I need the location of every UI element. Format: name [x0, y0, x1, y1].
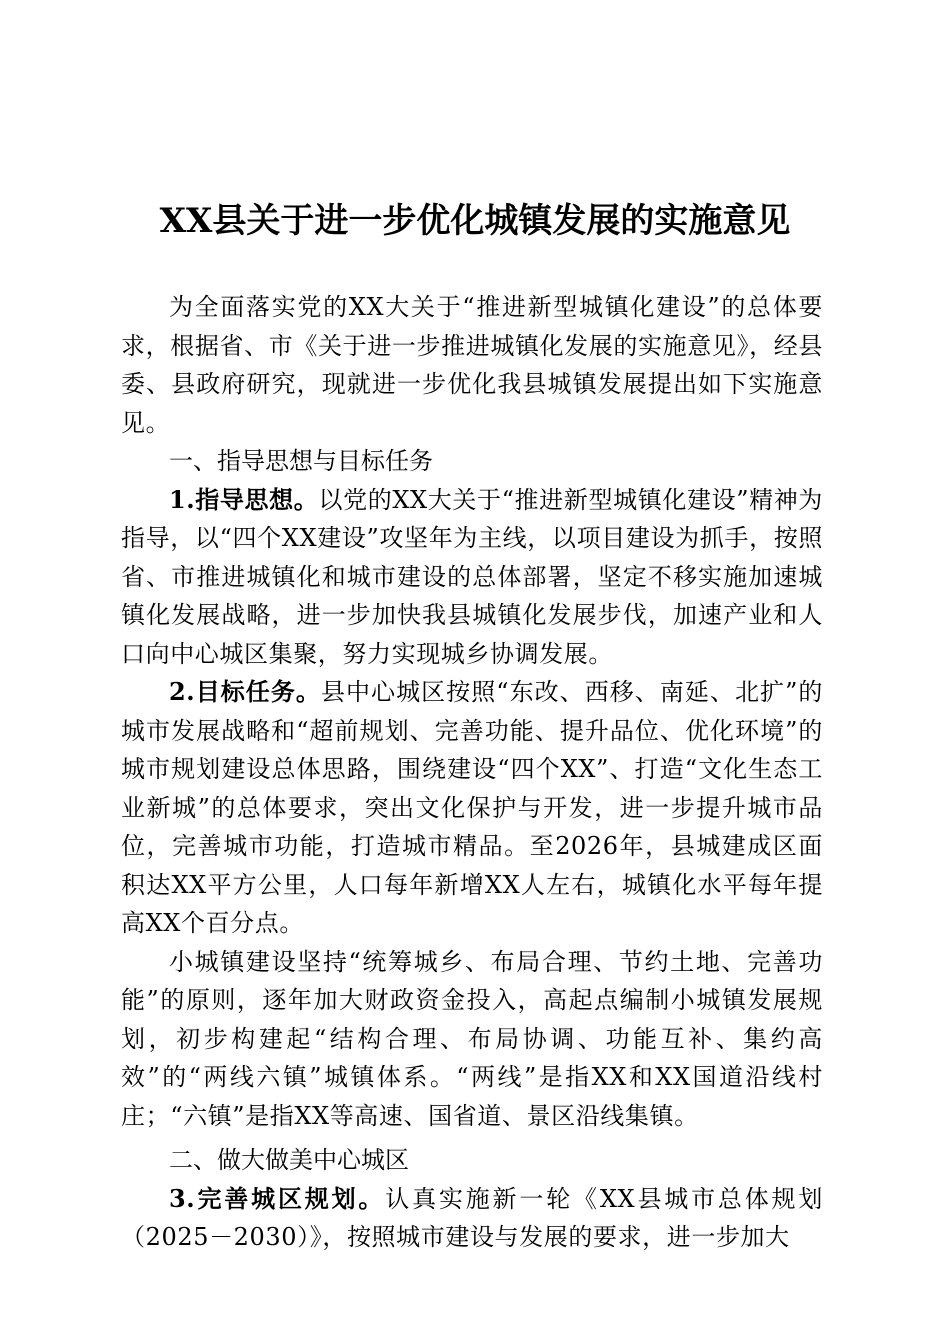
item-2-text: 县中心城区按照“东改、西移、南延、北扩”的城市发展战略和“超前规划、完善功能、提升品位、优化环境”的城市规划建设总体思路，围绕建设“四个XX”、打造“文化生态工业新城”的总体要求，突出文化保护与开发，进一步提升城市品位，完善城市功能，打造城市精品。至2026年，县城建成区面积达XX平方公里，人口每年新增XX人左右，城镇化水平每年提高XX个百分点。: [121, 678, 823, 937]
small-towns-paragraph: 小城镇建设坚持“统筹城乡、布局合理、节约土地、完善功能”的原则，逐年加大财政资金投入，高起点编制小城镇发展规划，初步构建起“结构合理、布局协调、功能互补、集约高效”的“两线六镇”城镇体系。“两线”是指XX和XX国道沿线村庄；“六镇”是指XX等高速、国省道、景区沿线集镇。: [121, 947, 823, 1130]
intro-paragraph: 为全面落实党的XX大关于“推进新型城镇化建设”的总体要求，根据省、市《关于进一步推进城镇化发展的实施意见》，经县委、县政府研究，现就进一步优化我县城镇发展提出如下实施意见。: [121, 293, 823, 437]
item-3-paragraph: [121, 1180, 823, 1257]
document-title: XX县关于进一步优化城镇发展的实施意见: [159, 201, 791, 241]
item-1-text: 以党的XX大关于“推进新型城镇化建设”精神为指导，以“四个XX建设”攻坚年为主线，以项目建设为抓手，按照省、市推进城镇化和城市建设的总体部署，坚定不移实施加速城镇化发展战略，进一步加快我县城镇化发展步伐，加速产业和人口向中心城区集聚，努力实现城乡协调发展。: [121, 485, 823, 668]
item-1-paragraph: [121, 481, 823, 674]
section-heading-1: 一、指导思想与目标任务: [169, 447, 433, 475]
item-3-text: 认真实施新一轮《XX县城市总体规划（2025－2030）》，按照城市建设与发展的要求，进一步加大: [121, 1184, 823, 1251]
item-1-lead: 1.指导思想。: [169, 484, 319, 514]
item-2-paragraph: [121, 673, 823, 943]
item-2-lead: 2.目标任务。: [169, 677, 321, 706]
document-body: [121, 288, 823, 1257]
section-heading-2: 二、做大做美中心城区: [169, 1146, 409, 1174]
item-3-lead: 3.完善城区规划。: [169, 1183, 386, 1213]
